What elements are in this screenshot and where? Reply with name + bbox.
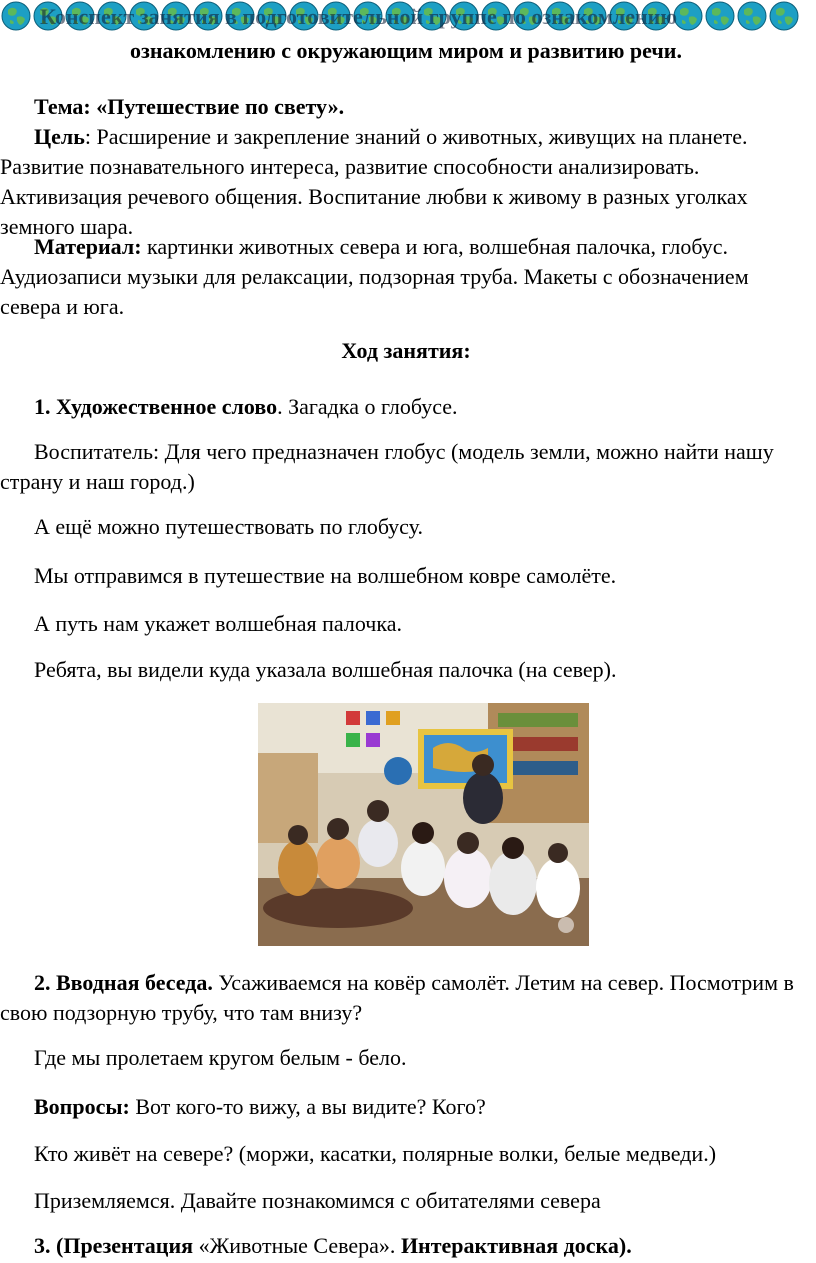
goal-paragraph (0, 122, 812, 242)
step3-label-b: Интерактивная доска). (400, 1233, 632, 1258)
title-line2: ознакомлению с окружающим миром и развитию речи. (130, 38, 682, 63)
step3-label-a: 3. (Презентация (34, 1233, 194, 1258)
classroom-photo (258, 703, 589, 946)
step1-label: 1. Художественное слово (34, 394, 278, 419)
step1-text: . Загадка о глобусе. (277, 394, 458, 419)
title-line1: Конспект занятия в подготовительной группе по ознакомлению (40, 4, 678, 29)
paragraph-magic-carpet: Мы отправимся в путешествие на волшебном ковре самолёте. (34, 563, 617, 588)
material-paragraph (0, 232, 812, 322)
paragraph-white: Где мы пролетаем кругом белым - бело. (34, 1045, 407, 1070)
paragraph-who-lives: Кто живёт на севере? (моржи, касатки, полярные волки, белые медведи.) (34, 1141, 717, 1166)
paragraph-magic-wand: А путь нам укажет волшебная палочка. (34, 611, 402, 636)
topic: Тема: «Путешествие по свету». (34, 94, 345, 119)
step3-text: «Животные Севера». (193, 1233, 401, 1258)
lesson-heading: Ход занятия: (341, 338, 471, 363)
material-label: Материал: (34, 234, 142, 259)
goal-text: : Расширение и закрепление знаний о животных, живущих на планете. Развитие познавательного интереса, развитие способности анализировать. Активизация речевого общения. Воспитание любви к живому в разных уголках земного шара. (0, 124, 748, 239)
globe-icon (0, 0, 32, 32)
questions-text: Вот кого-то вижу, а вы видите? Кого? (129, 1094, 486, 1119)
paragraph-travel-globe: А ещё можно путешествовать по глобусу. (34, 514, 423, 539)
step2-label: 2. Вводная беседа. (34, 970, 213, 995)
step2-text: Усаживаемся на ковёр самолёт. Летим на север. Посмотрим в свою подзорную трубу, что там внизу? (0, 970, 794, 1025)
paragraph-landing: Приземляемся. Давайте познакомимся с обитателями севера (34, 1188, 601, 1213)
step2-paragraph (0, 968, 812, 1028)
material-text: картинки животных севера и юга, волшебная палочка, глобус. Аудиозаписи музыки для релаксации, подзорная труба. Макеты с обозначением севера и юга. (0, 234, 749, 319)
step3-paragraph (0, 1231, 812, 1261)
paragraph-educator: Воспитатель: Для чего предназначен глобус (модель земли, можно найти нашу страну и наш город.) (0, 439, 774, 494)
paragraph-north: Ребята, вы видели куда указала волшебная палочка (на север). (34, 657, 617, 682)
questions-paragraph (0, 1092, 812, 1122)
questions-label: Вопросы: (34, 1094, 130, 1119)
step1-paragraph (0, 392, 812, 422)
goal-label: Цель (34, 124, 85, 149)
